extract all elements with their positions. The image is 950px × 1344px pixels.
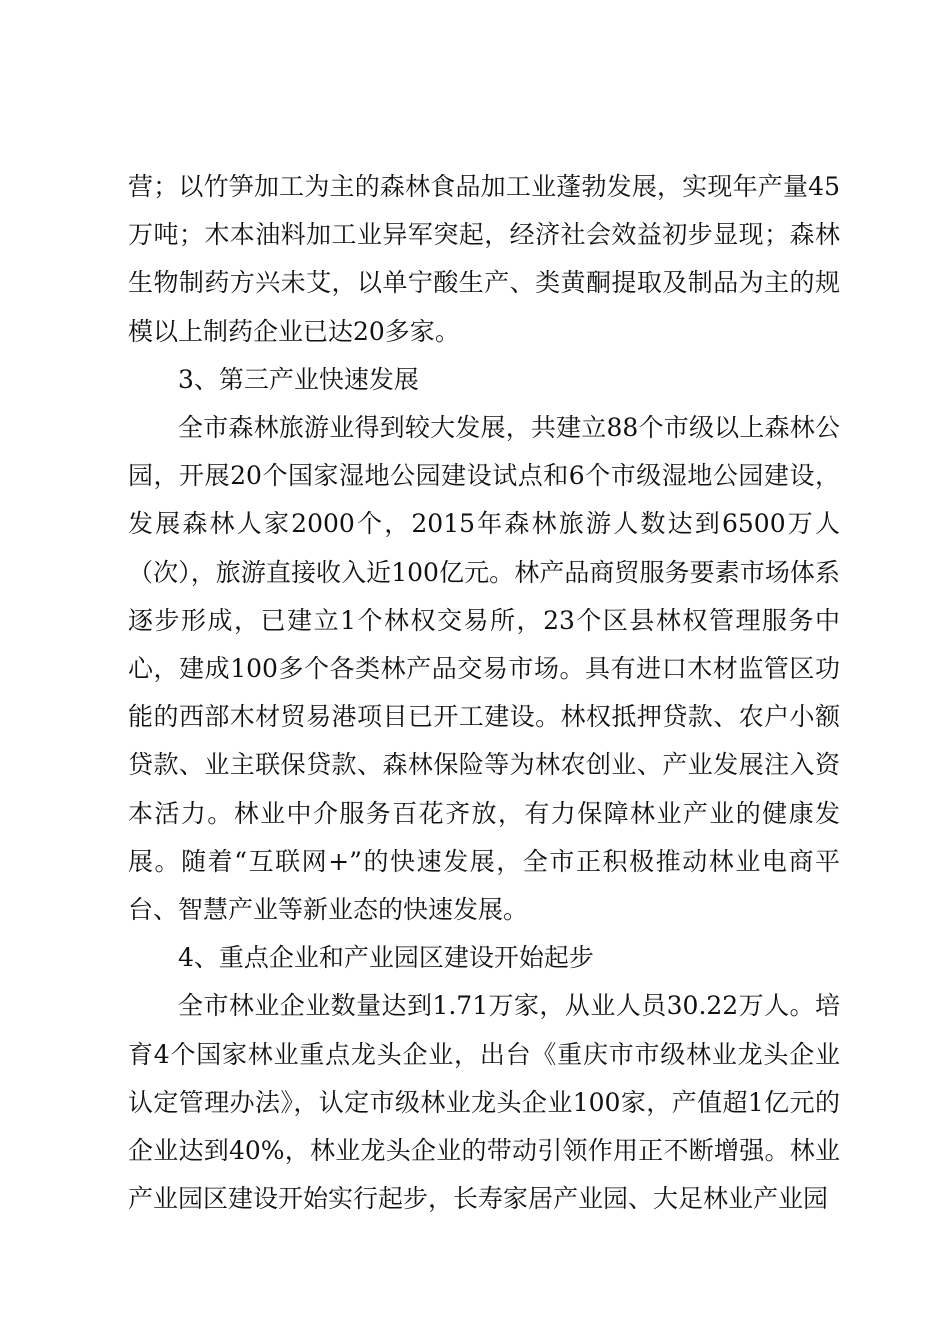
paragraph-key-enterprises: 全市林业企业数量达到1.71万家，从业人员30.22万人。培育4个国家林业重点龙头企业，出台《重庆市市级林业龙头企业认定管理办法》，认定市级林业龙头企业100家，产值超1亿元的企业达到40%，林业龙头企业的带动引领作用正不断增强。林业产业园区建设开始实行起步，长寿家居产业园、大足林业产业园	[128, 991, 840, 1214]
section-heading-key-enterprises: 4、重点企业和产业园区建设开始起步	[178, 943, 594, 973]
paragraph-continuation: 营；以竹笋加工为主的森林食品加工业蓬勃发展，实现年产量45万吨；木本油料加工业异军突起，经济社会效益初步显现；森林生物制药方兴未艾，以单宁酸生产、类黄酮提取及制品为主的规模以上制药企业已达20多家。	[128, 172, 840, 346]
document-body	[128, 163, 840, 1223]
section-heading-tertiary-industry: 3、第三产业快速发展	[178, 364, 419, 394]
paragraph-tertiary-industry: 全市森林旅游业得到较大发展，共建立88个市级以上森林公园，开展20个国家湿地公园建设试点和6个市级湿地公园建设，发展森林人家2000个，2015年森林旅游人数达到6500万人（次），旅游直接收入近100亿元。林产品商贸服务要素市场体系逐步形成，已建立1个林权交易所，23个区县林权管理服务中心，建成100多个各类林产品交易市场。具有进口木材监管区功能的西部木材贸易港项目已开工建设。林权抵押贷款、农户小额贷款、业主联保贷款、森林保险等为林农创业、产业发展注入资本活力。林业中介服务百花齐放，有力保障林业产业的健康发展。随着“互联网+”的快速发展，全市正积极推动林业电商平台、智慧产业等新业态的快速发展。	[128, 413, 840, 925]
